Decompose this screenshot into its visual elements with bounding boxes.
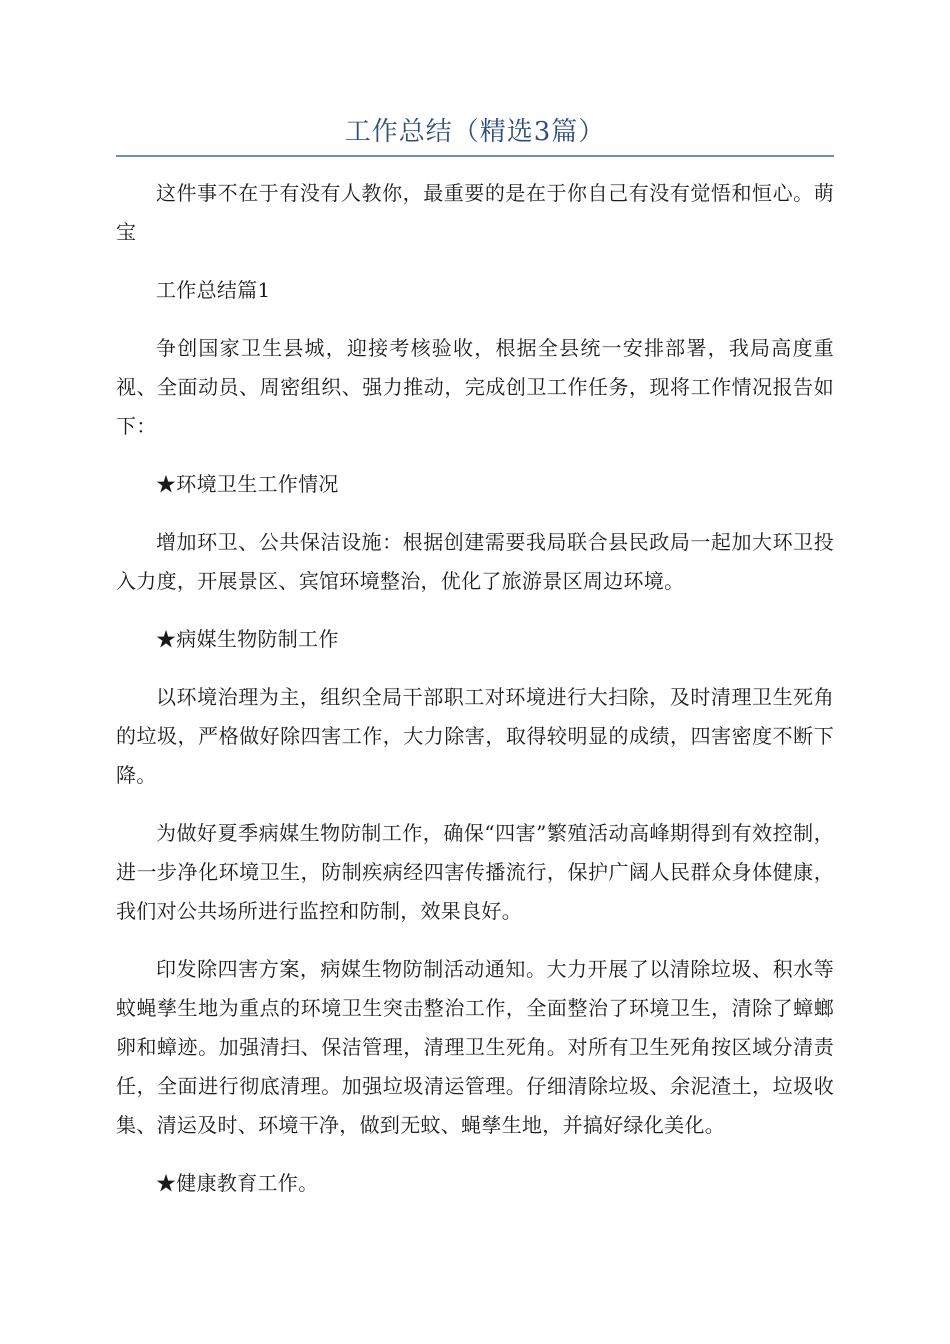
body-paragraph: 印发除四害方案，病媒生物防制活动通知。大力开展了以清除垃圾、积水等蚊蝇孳生地为重点的环境卫生突击整治工作，全面整治了环境卫生，清除了蟑螂卵和蟑迹。加强清扫、保洁管理，清理卫生死角。对所有卫生死角按区域分清责任，全面进行彻底清理。加强垃圾清运管理。仔细清除垃圾、余泥渣土，垃圾收集、清运及时、环境干净，做到无蚊、蝇孳生地，并搞好绿化美化。 — [116, 957, 834, 1137]
subsection-heading: ★健康教育工作。 — [156, 1171, 319, 1195]
body-paragraph: 争创国家卫生县城，迎接考核验收，根据全县统一安排部署，我局高度重视、全面动员、周密组织、强力推动，完成创卫工作任务，现将工作情况报告如下： — [116, 336, 834, 438]
body-paragraph: 为做好夏季病媒生物防制工作，确保“四害”繁殖活动高峰期得到有效控制，进一步净化环境卫生，防制疾病经四害传播流行，保护广阔人民群众身体健康，我们对公共场所进行监控和防制，效果良好。 — [116, 821, 834, 923]
title-underline — [116, 155, 834, 157]
document-title: 工作总结（精选3篇） — [344, 117, 606, 147]
body-paragraph: 增加环卫、公共保洁设施：根据创建需要我局联合县民政局一起加大环卫投入力度，开展景区、宾馆环境整治，优化了旅游景区周边环境。 — [116, 530, 834, 593]
subsection-heading: ★环境卫生工作情况 — [156, 472, 339, 496]
body-paragraph: 以环境治理为主，组织全局干部职工对环境进行大扫除，及时清理卫生死角的垃圾，严格做好除四害工作，大力除害，取得较明显的成绩，四害密度不断下降。 — [116, 685, 834, 787]
section-heading: 工作总结篇1 — [156, 278, 271, 302]
subsection-heading: ★病媒生物防制工作 — [156, 627, 339, 651]
document-body — [116, 174, 834, 1222]
intro-paragraph: 这件事不在于有没有人教你，最重要的是在于你自己有没有觉悟和恒心。萌宝 — [116, 181, 834, 244]
